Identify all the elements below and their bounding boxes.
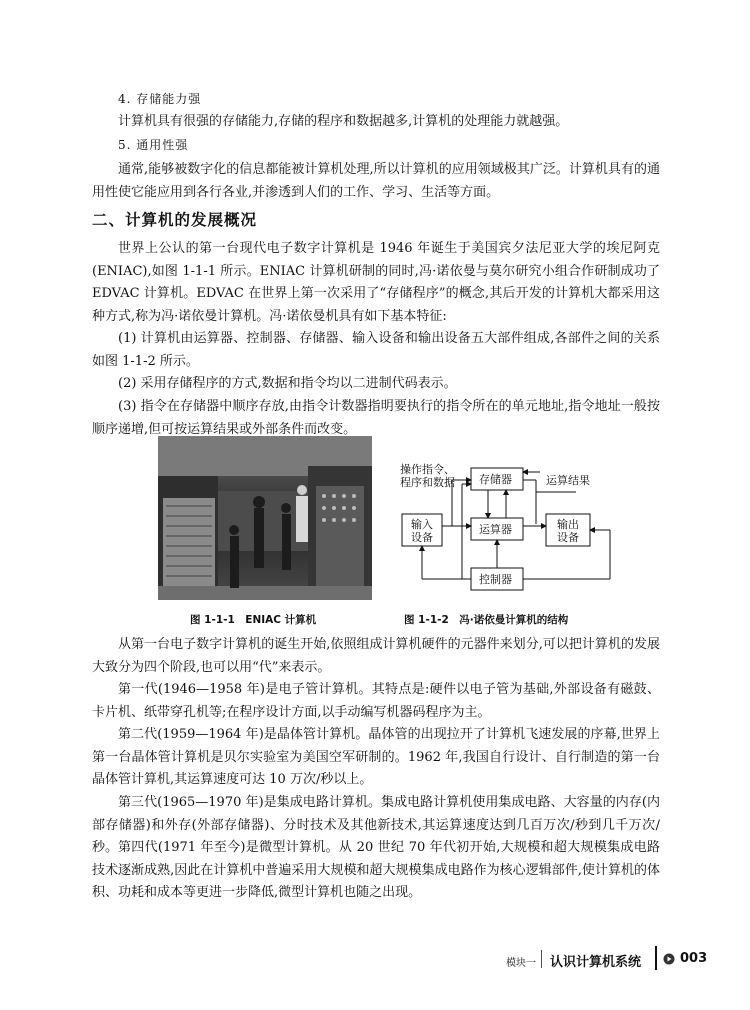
eniac-photo	[158, 436, 372, 600]
feature-1: (1) 计算机由运算器、控制器、存储器、输入设备和输出设备五大部件组成,各部件之间的关系如图 1-1-2 所示。	[92, 331, 660, 369]
footer-module: 模块一	[506, 958, 536, 969]
item4-title: 4. 存储能力强	[118, 92, 202, 106]
von-neumann-diagram	[396, 462, 636, 596]
generation-4: 第四代(1971 年至今)是微型计算机。从 20 世纪 70 年代初开始,大规模和超大规模集成电路技术逐渐成熟,因此在计算机中普遍采用大规模和超大规模集成电路作为核心逻辑部件,使计算机的体积、功耗和成本等更进一步降低,微型计算机也随之出现。	[92, 840, 660, 900]
generation-1: 第一代(1946—1958 年)是电子管计算机。其特点是:硬件以电子管为基础,外部设备有磁鼓、卡片机、纸带穿孔机等;在程序设计方面,以手动编写机器码程序为主。	[92, 682, 660, 720]
diagram-memory: 存储器	[479, 473, 512, 486]
generation-3: 第三代(1965—1970 年)是集成电路计算机。集成电路计算机使用集成电路、大容量的内存(内部存储器)和外存(外部存储器)、分时技术及其他新技术,其运算速度达到几百万次/秒到几千万次/秒。	[92, 795, 660, 855]
development-paragraph: 从第一台电子数字计算机的诞生开始,依照组成计算机硬件的元器件来划分,可以把计算机的发展大致分为四个阶段,也可以用“代”来表示。	[92, 637, 660, 675]
intro-paragraph: 世界上公认的第一台现代电子数字计算机是 1946 年诞生于美国宾夕法尼亚大学的埃尼阿克(ENIAC),如图 1-1-1 所示。ENIAC 计算机研制的同时,冯·诺依曼与莫尔研究小组合作研制成功了 EDVAC 计算机。EDVAC 在世界上第一次采用了“存储程序”的概念,其后开发的计算机大都采用这种方式,称为冯·诺依曼计算机。冯·诺依曼机具有如下基本特征:	[92, 241, 660, 324]
play-circle-icon	[663, 953, 675, 965]
feature-2: (2) 采用存储程序的方式,数据和指令均以二进制代码表示。	[118, 376, 457, 391]
page-number: 003	[680, 951, 708, 966]
diagram-input-2: 设备	[411, 531, 433, 544]
figure-2-caption: 图 1-1-2 冯·诺依曼计算机的结构	[404, 614, 569, 626]
item5-title: 5. 通用性强	[118, 138, 189, 152]
diagram-result-label: 运算结果	[546, 474, 590, 487]
eniac-photo-drawing	[158, 436, 372, 600]
footer-divider	[541, 950, 542, 968]
diagram-controller: 控制器	[479, 573, 512, 586]
diagram-input-1: 输入	[411, 518, 433, 531]
diagram-input-label-2: 程序和数据	[400, 476, 455, 489]
item4-text: 计算机具有很强的存储能力,存储的程序和数据越多,计算机的处理能力就越强。	[118, 114, 569, 129]
footer-title: 认识计算机系统	[550, 955, 642, 970]
feature-3: (3) 指令在存储器中顺序存放,由指令计数器指明要执行的指令所在的单元地址,指令地址一般按顺序递增,但可按运算结果或外部条件而改变。	[92, 399, 660, 437]
footer-bar	[655, 946, 657, 970]
item5-text: 通常,能够被数字化的信息都能被计算机处理,所以计算机的应用领域极其广泛。计算机具有的通用性使它能应用到各行各业,并渗透到人们的工作、学习、生活等方面。	[92, 162, 660, 200]
generation-2: 第二代(1959—1964 年)是晶体管计算机。晶体管的出现拉开了计算机飞速发展的序幕,世界上第一台晶体管计算机是贝尔实验室为美国空军研制的。1962 年,我国自行设计、自行制造的第一台晶体管计算机,其运算速度可达 10 万次/秒以上。	[92, 727, 660, 787]
diagram-output-1: 输出	[557, 518, 579, 531]
diagram-input-label-1: 操作指令、	[400, 463, 455, 476]
diagram-output-2: 设备	[557, 531, 579, 544]
section-heading: 二、计算机的发展概况	[92, 211, 258, 229]
diagram-alu: 运算器	[479, 523, 512, 536]
figure-1-caption: 图 1-1-1 ENIAC 计算机	[190, 614, 317, 626]
